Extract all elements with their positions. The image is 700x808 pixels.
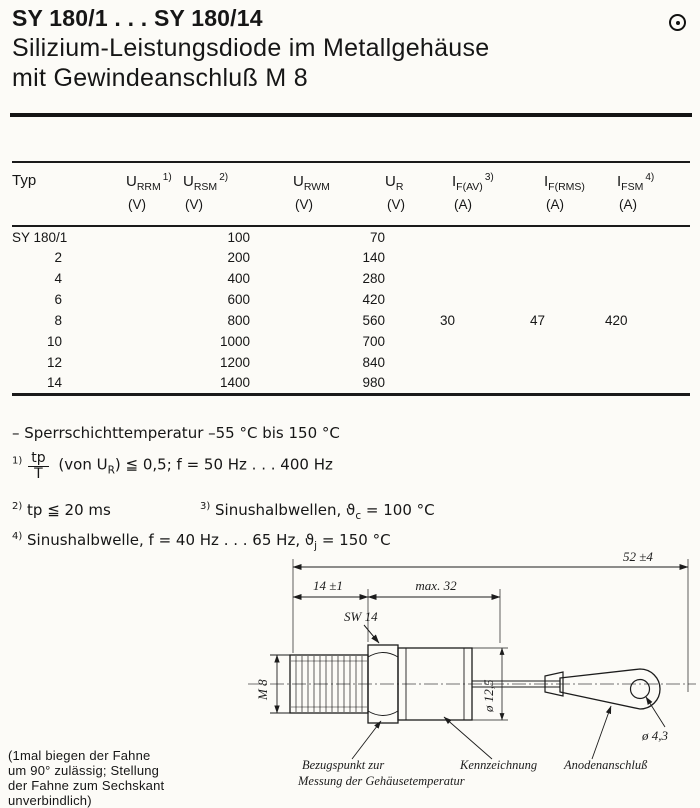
cell-ifrms <box>530 373 605 394</box>
page-title: SY 180/1 . . . SY 180/14 <box>12 5 263 31</box>
footnote-1: $^{1)}$ $\frac{tp}{T}$ (von $U_R$) ≦ 0,5; f = 50 Hz . . . 400 Hz <box>12 450 333 483</box>
cell-urwm: 280 <box>362 271 385 286</box>
cell-urrm: 400 <box>227 271 250 286</box>
cell-ur <box>385 247 440 268</box>
cell-ur <box>385 268 440 289</box>
footnote-4: $^{4)}$ Sinushalbwelle, f = 40 Hz . . . 65 Hz, $ϑ_j = 150$ °C <box>12 531 391 552</box>
dim-52-label: 52 ±4 <box>623 549 653 564</box>
marking-label: Kennzeichnung <box>460 758 538 772</box>
cell-ur <box>385 331 440 352</box>
flag-bending-note <box>8 748 243 808</box>
anode-flag <box>560 669 660 709</box>
cell-ifrms <box>530 247 605 268</box>
flag-note-line2: um 90° zulässig; Stellung <box>8 763 160 778</box>
flag-note-line1: (1mal biegen der Fahne <box>8 748 151 763</box>
cell-ifsm <box>605 352 690 373</box>
cell-ur <box>385 310 440 331</box>
dimension-body-length <box>368 589 500 643</box>
ratings-table <box>12 161 690 396</box>
flag-note-line4: unverbindlich) <box>8 793 92 808</box>
cell-urwm: 700 <box>362 334 385 349</box>
footnote-3: $^{3)}$ Sinushalbwellen, $ϑ_c = 100$ °C <box>200 501 435 522</box>
wrench-size-label: SW 14 <box>344 609 378 624</box>
title-divider <box>10 113 692 117</box>
cell-urrm: 200 <box>227 250 250 265</box>
cell-urrm: 1200 <box>219 355 250 370</box>
cell-ifsm <box>605 247 690 268</box>
cell-urrm: 1000 <box>219 334 250 349</box>
cell-ifsm <box>605 226 690 247</box>
col-header-ifrms: $I_{F(RMS)}$ (A) <box>530 162 605 226</box>
col-header-urwm: $U_{RWM}$ (V) <box>250 162 385 226</box>
footnote-2: $^{2)}$ tp ≦ 20 ms <box>12 501 111 519</box>
cell-typ: 4 <box>54 271 62 286</box>
anode-arrow <box>592 706 611 759</box>
table-row <box>12 247 690 268</box>
cell-ifsm <box>605 268 690 289</box>
cell-typ: 2 <box>54 250 62 265</box>
footnotes-2-3 <box>12 501 435 522</box>
cell-typ: SY 180/1 <box>12 229 68 245</box>
cell-ifsm <box>605 331 690 352</box>
table-row <box>12 310 690 331</box>
dim-max32-label: max. 32 <box>415 578 457 593</box>
flag-hole <box>631 680 650 699</box>
cell-ifrms: 47 <box>530 313 546 328</box>
cell-ifav <box>440 247 530 268</box>
diode-outline-drawing <box>240 540 700 808</box>
ref-point-arrow <box>352 721 381 759</box>
cell-urwm: 980 <box>362 375 385 391</box>
subtitle-line-2: mit Gewindeanschluß M 8 <box>12 64 308 92</box>
tp-over-t-fraction: $\frac{tp}{T}$ <box>28 451 48 483</box>
cell-urwm: 560 <box>362 313 385 328</box>
col-header-typ: Typ <box>12 162 100 226</box>
marking-arrow <box>444 717 492 759</box>
cell-ur <box>385 373 440 394</box>
body-diameter-label: ø 12,5 <box>481 679 496 712</box>
dimension-total-length <box>293 559 688 692</box>
cell-ur <box>385 289 440 310</box>
cell-ifav <box>440 268 530 289</box>
cell-ifav <box>440 373 530 394</box>
cell-ifsm: 420 <box>605 313 628 328</box>
cell-ifav <box>440 289 530 310</box>
table-row <box>12 289 690 310</box>
hole-diameter-label: ø 4,3 <box>642 728 668 743</box>
cell-urwm: 840 <box>362 355 385 370</box>
ref-point-label-line2: Messung der Gehäusetemperatur <box>298 774 465 788</box>
cell-typ: 6 <box>54 292 62 307</box>
cell-ifav <box>440 331 530 352</box>
cell-ur <box>385 352 440 373</box>
cell-typ: 12 <box>46 355 62 370</box>
cell-ifav: 30 <box>440 313 456 328</box>
cell-typ: 8 <box>54 313 62 328</box>
cell-urwm: 70 <box>369 229 385 245</box>
thread-size-label: M 8 <box>255 679 270 700</box>
cell-ur <box>385 226 440 247</box>
footnote-1-marker: 1) <box>12 455 23 467</box>
page-subtitle <box>12 33 490 93</box>
col-header-ifav: $I_{F(AV)}^{3)}$ (A) <box>440 162 530 226</box>
cell-ifsm <box>605 373 690 394</box>
cell-ifrms <box>530 289 605 310</box>
threaded-stud <box>290 655 368 713</box>
table-row <box>12 268 690 289</box>
cell-typ: 14 <box>46 375 62 391</box>
circle-dot-icon <box>669 14 686 31</box>
col-header-ur: $U_R$ (V) <box>385 162 440 226</box>
ref-point-label-line1: Bezugspunkt zur <box>302 758 385 772</box>
cell-urrm: 600 <box>227 292 250 307</box>
cell-ifrms <box>530 268 605 289</box>
cell-urwm: 140 <box>362 250 385 265</box>
table-row <box>12 331 690 352</box>
flag-note-line3: der Fahne zum Sechskant <box>8 778 165 793</box>
table-row <box>12 373 690 394</box>
table-row <box>12 226 690 247</box>
wrench-leader-line <box>364 625 379 643</box>
table-row <box>12 352 690 373</box>
cell-ifav <box>440 352 530 373</box>
col-header-urrm: $U_{RRM}^{1)}$ (V) <box>100 162 165 226</box>
cell-ifav <box>440 226 530 247</box>
col-header-ifsm: $I_{FSM}^{4)}$ (A) <box>605 162 690 226</box>
table-header-row <box>12 162 690 226</box>
anode-connection-label: Anodenanschluß <box>564 758 648 772</box>
cell-ifrms <box>530 331 605 352</box>
cell-urrm: 100 <box>227 229 250 245</box>
cell-typ: 10 <box>46 334 62 349</box>
cell-urwm: 420 <box>362 292 385 307</box>
subtitle-line-1: Silizium-Leistungsdiode im Metallgehäuse <box>12 34 490 62</box>
col-header-ursm: $U_{RSM}^{2)}$ (V) <box>165 162 250 226</box>
dim-14-label: 14 ±1 <box>313 578 343 593</box>
junction-temperature-note: – Sperrschichttemperatur –55 °C bis 150 °C <box>12 424 340 442</box>
cell-urrm: 800 <box>227 313 250 328</box>
cell-urrm: 1400 <box>219 375 250 391</box>
cell-ifrms <box>530 226 605 247</box>
cell-ifrms <box>530 352 605 373</box>
cell-ifsm <box>605 289 690 310</box>
